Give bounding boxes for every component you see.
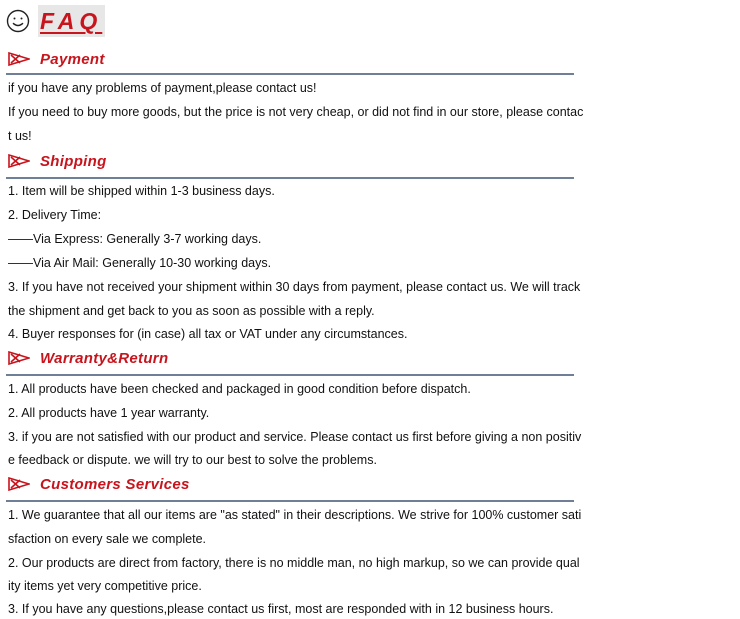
section-heading-payment: [8, 48, 105, 70]
page-title: FAQ: [38, 5, 105, 37]
faq-line: If you need to buy more goods, but the price is not very cheap, or did not find in our store, please contac: [8, 105, 584, 119]
faq-line: 3. if you are not satisfied with our product and service. Please contact us first before giving a non positiv: [8, 430, 582, 444]
envelope-x-icon: [8, 154, 30, 168]
faq-line: if you have any problems of payment,please contact us!: [8, 81, 317, 95]
section-divider: [6, 374, 574, 376]
faq-line: e feedback or dispute. we will try to our best to solve the problems.: [8, 453, 377, 467]
faq-line: 2. All products have 1 year warranty.: [8, 406, 210, 420]
faq-line: 1. All products have been checked and packaged in good condition before dispatch.: [8, 382, 471, 396]
faq-title-row: [6, 4, 105, 38]
faq-line: 3. If you have any questions,please contact us first, most are responded with in 12 business hours.: [8, 602, 554, 616]
faq-line: 1. Item will be shipped within 1-3 business days.: [8, 184, 275, 198]
faq-line: sfaction on every sale we complete.: [8, 532, 207, 546]
section-heading-warranty-return: [8, 347, 168, 369]
faq-line: the shipment and get back to you as soon as possible with a reply.: [8, 304, 375, 318]
envelope-x-icon: [8, 351, 30, 365]
section-divider: [6, 73, 574, 75]
faq-line: ity items yet very competitive price.: [8, 579, 202, 593]
section-title: Customers Services: [40, 475, 190, 493]
smiley-icon: [6, 9, 30, 33]
faq-line: t us!: [8, 129, 32, 143]
faq-line: 1. We guarantee that all our items are "as stated" in their descriptions. We strive for 100% customer sati: [8, 508, 582, 522]
section-title: Warranty&Return: [40, 349, 169, 367]
faq-line: 2. Delivery Time:: [8, 208, 102, 222]
faq-line: ——Via Air Mail: Generally 10-30 working days.: [8, 256, 272, 270]
section-heading-customer-services: [8, 473, 190, 495]
section-title: Payment: [40, 50, 105, 68]
envelope-x-icon: [8, 477, 30, 491]
section-heading-shipping: [8, 150, 107, 172]
faq-line: 3. If you have not received your shipment within 30 days from payment, please contact us. We will track: [8, 280, 581, 294]
faq-line: 2. Our products are direct from factory, there is no middle man, no high markup, so we can provide qual: [8, 556, 580, 570]
faq-line: ——Via Express: Generally 3-7 working days.: [8, 232, 262, 246]
faq-line: 4. Buyer responses for (in case) all tax or VAT under any circumstances.: [8, 327, 408, 341]
section-title: Shipping: [40, 152, 107, 170]
section-divider: [6, 500, 574, 502]
envelope-x-icon: [8, 52, 30, 66]
section-divider: [6, 177, 574, 179]
